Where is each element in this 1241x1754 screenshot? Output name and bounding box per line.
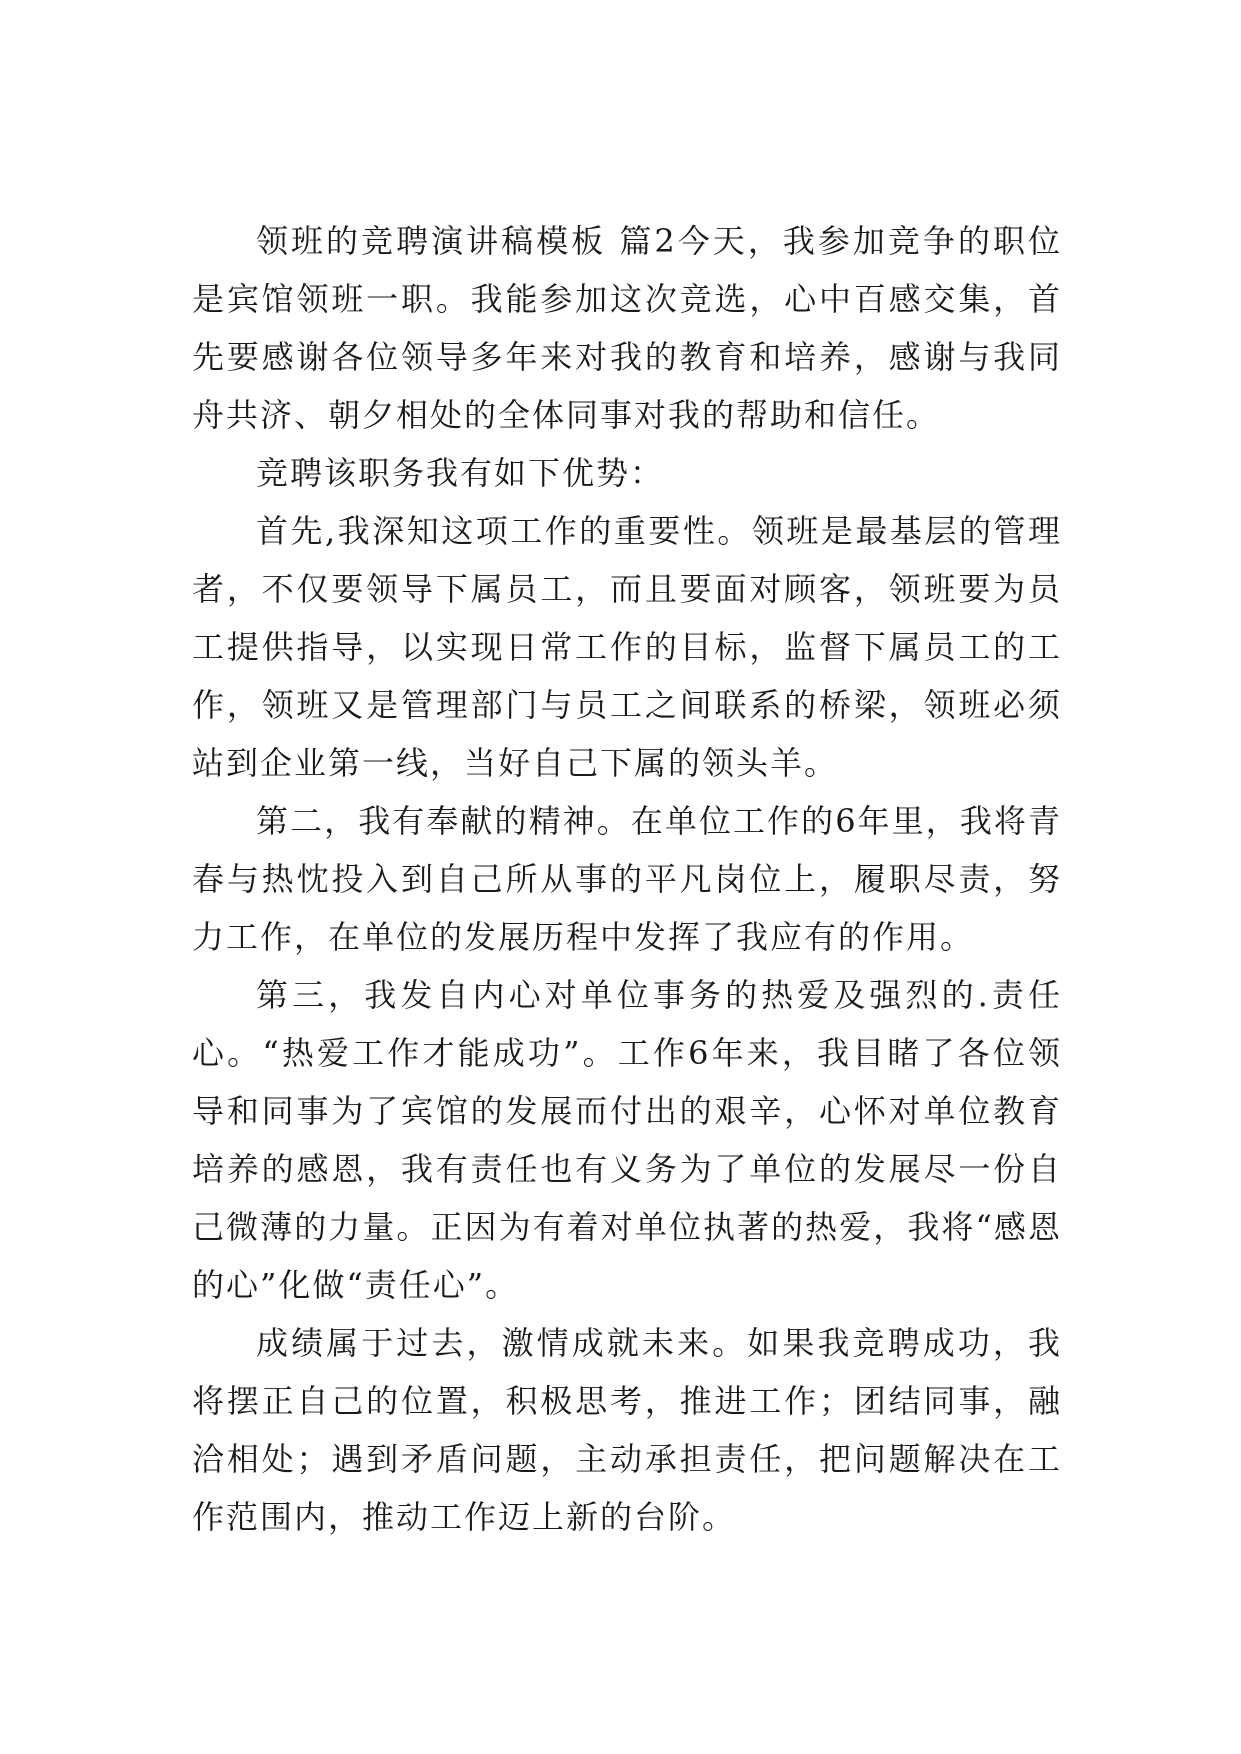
document-body (192, 212, 1062, 1546)
paragraph-advantages-heading: 竞聘该职务我有如下优势： (256, 454, 665, 492)
paragraph-third-point: 第三，我发自内心对单位事务的热爱及强烈的.责任心。“热爱工作才能成功”。工作6年来，我目睹了各位领导和同事为了宾馆的发展而付出的艰辛，心怀对单位教育培养的感恩，我有责任也有义务为了单位的发展尽一份自己微薄的力量。正因为有着对单位执著的热爱，我将“感恩的心”化做“责任心”。 (192, 976, 1062, 1304)
paragraph-intro: 领班的竞聘演讲稿模板 篇2今天，我参加竞争的职位是宾馆领班一职。我能参加这次竞选，心中百感交集，首先要感谢各位领导多年来对我的教育和培养，感谢与我同舟共济、朝夕相处的全体同事对我的帮助和信任。 (192, 222, 1062, 434)
paragraph-second-point: 第二，我有奉献的精神。在单位工作的6年里，我将青春与热忱投入到自己所从事的平凡岗位上，履职尽责，努力工作，在单位的发展历程中发挥了我应有的作用。 (192, 802, 1062, 956)
paragraph-first-point: 首先,我深知这项工作的重要性。领班是最基层的管理者，不仅要领导下属员工，而且要面对顾客，领班要为员工提供指导，以实现日常工作的目标，监督下属员工的工作，领班又是管理部门与员工之间联系的桥梁，领班必须站到企业第一线，当好自己下属的领头羊。 (192, 512, 1062, 782)
paragraph-conclusion: 成绩属于过去，激情成就未来。如果我竞聘成功，我将摆正自己的位置，积极思考，推进工作；团结同事，融洽相处；遇到矛盾问题，主动承担责任，把问题解决在工作范围内，推动工作迈上新的台阶。 (192, 1324, 1062, 1536)
